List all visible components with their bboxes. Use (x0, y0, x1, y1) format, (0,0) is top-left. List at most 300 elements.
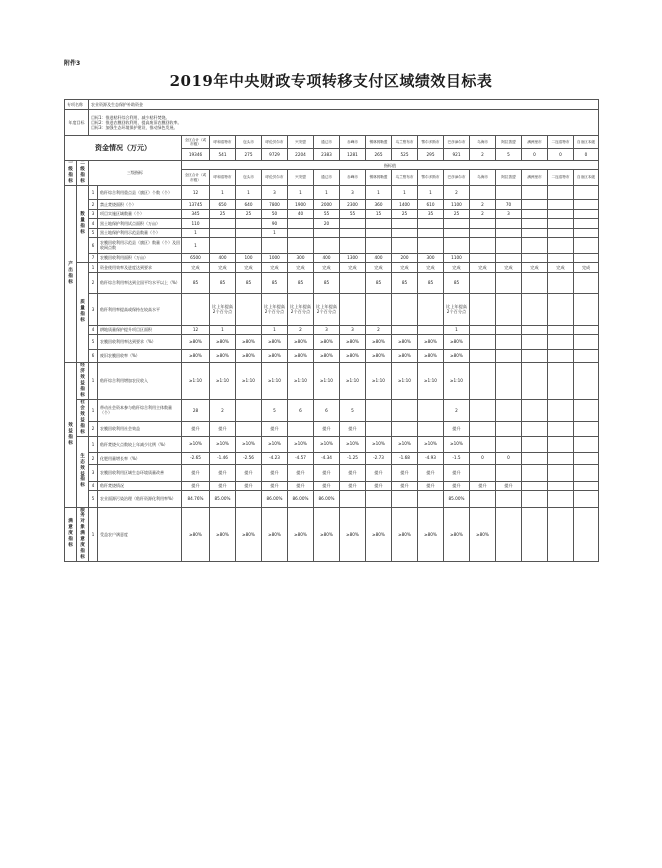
indicator-value: 3 (262, 185, 288, 199)
indicator-value: 400 (314, 253, 340, 262)
indicator-value: ≥1:10 (340, 362, 366, 399)
indicator-value: 提升 (444, 464, 470, 481)
indicator-value (470, 237, 496, 253)
indicator-value (392, 421, 418, 436)
indicator-value: 提升 (340, 464, 366, 481)
indicator-value: 2 (366, 325, 392, 334)
indicator-row (65, 262, 599, 272)
indicator-value (574, 228, 599, 237)
indicator-value: 3 (340, 325, 366, 334)
indicator-name: 资金使用效率及进度达到要求 (98, 262, 182, 272)
indicator-value (574, 185, 599, 199)
fund-region-header: 鄂尔多斯市 (418, 136, 444, 149)
indicator-value: 13745 (182, 199, 210, 209)
fund-region-header: 阿拉善盟 (496, 136, 522, 149)
indicator-name: 秸秆综合利用率达到全国平均水平以上（%） (98, 272, 182, 293)
fund-value: 0 (574, 149, 599, 161)
indicator-value: 2 (470, 199, 496, 209)
indicator-value: 85 (392, 272, 418, 293)
indicator-value: ≥10% (392, 436, 418, 452)
indicator-value (496, 185, 522, 199)
indicator-value (574, 218, 599, 228)
indicator-value: 1 (236, 185, 262, 199)
indicator-value: 1 (182, 237, 210, 253)
funds-label: 资金情况（万元） (65, 136, 182, 161)
indicator-value: 1 (262, 325, 288, 334)
indicator-value: ≥1:10 (288, 362, 314, 399)
indicator-value: 3 (496, 209, 522, 218)
indicator-value: ≥10% (182, 436, 210, 452)
fund-value: 541 (210, 149, 236, 161)
category-benefit: 效益指标 (65, 362, 77, 507)
indicator-value: 提升 (444, 481, 470, 490)
indicator-value: 提升 (340, 481, 366, 490)
indicator-row (65, 334, 599, 349)
indicator-value (522, 218, 548, 228)
indicator-value: ≥80% (236, 349, 262, 362)
indicator-value (236, 325, 262, 334)
indicator-value: 5 (262, 399, 288, 421)
indicator-value: 1000 (262, 253, 288, 262)
indicator-name: 秸秆利用率提高或保持在较高水平 (98, 293, 182, 325)
indicator-value: ≥80% (340, 507, 366, 562)
indicator-value: 比上年提高2个百分点 (444, 293, 470, 325)
indicator-value (548, 464, 574, 481)
indicator-value (392, 399, 418, 421)
indicator-value: 25 (210, 209, 236, 218)
indicator-value (496, 228, 522, 237)
goal-3: 目标3：加强生态环境保护建设，推动绿色发展。 (91, 125, 178, 130)
indicator-value (288, 228, 314, 237)
category-satisfaction: 满意度指标 (65, 507, 77, 562)
indicator-value (366, 218, 392, 228)
indicator-value (418, 399, 444, 421)
indicator-value (522, 325, 548, 334)
category-output: 产出指标 (65, 185, 77, 362)
indicator-value: ≥80% (444, 349, 470, 362)
indicator-value: 86.00% (262, 490, 288, 507)
indicator-value (470, 228, 496, 237)
index-region-header: 乌兰察布市 (392, 170, 418, 185)
indicator-value: 比上年提高2个百分点 (288, 293, 314, 325)
indicator-value: 86.00% (314, 490, 340, 507)
fund-value: 2204 (288, 149, 314, 161)
indicator-value (366, 293, 392, 325)
row-number: 4 (89, 218, 98, 228)
indicator-value: ≥10% (366, 436, 392, 452)
indicator-value (522, 362, 548, 399)
indicator-value (444, 228, 470, 237)
indicator-value: ≥10% (262, 436, 288, 452)
indicator-value: 25 (236, 209, 262, 218)
indicator-value (470, 464, 496, 481)
indicator-row (65, 490, 599, 507)
indicator-value: 2 (470, 209, 496, 218)
indicator-value: 0 (496, 452, 522, 464)
fund-value: 525 (392, 149, 418, 161)
indicator-value: 提升 (288, 481, 314, 490)
indicator-value: ≥80% (182, 334, 210, 349)
indicator-value (522, 481, 548, 490)
subcategory-quality: 质量指标 (77, 262, 89, 362)
fund-value: 2 (470, 149, 496, 161)
indicator-value (496, 507, 522, 562)
indicator-value: 35 (418, 209, 444, 218)
indicator-value: ≥10% (314, 436, 340, 452)
indicator-value (470, 325, 496, 334)
indicator-row (65, 237, 599, 253)
indicator-value (418, 325, 444, 334)
fund-value: 0 (548, 149, 574, 161)
indicator-value (548, 481, 574, 490)
indicator-value (418, 490, 444, 507)
indicator-name: 农业面源污染治理（秸秆资源化利用率%） (98, 490, 182, 507)
indicator-value: 提升 (470, 481, 496, 490)
index-region-header: 锡林郭勒盟 (366, 170, 392, 185)
indicator-value: ≥80% (210, 334, 236, 349)
indicator-value: 55 (314, 209, 340, 218)
indicator-name: 废旧农膜回收率（%） (98, 349, 182, 362)
indicator-value: -2.73 (366, 452, 392, 464)
indicator-value: 610 (418, 199, 444, 209)
indicator-value: 85 (288, 272, 314, 293)
row-number: 4 (89, 325, 98, 334)
indicator-value: 1 (392, 185, 418, 199)
indicator-value (444, 237, 470, 253)
row-number: 1 (89, 362, 98, 399)
indicator-value (522, 228, 548, 237)
indicator-value (522, 209, 548, 218)
annex-label: 附件3 (64, 60, 81, 67)
indicator-row (65, 293, 599, 325)
indicator-value: ≥80% (314, 349, 340, 362)
indicator-value (470, 349, 496, 362)
indicator-value: 110 (182, 218, 210, 228)
fund-region-header: 二连浩特市 (548, 136, 574, 149)
indicator-value: 完成 (548, 262, 574, 272)
indicator-value (496, 293, 522, 325)
fund-region-header: 呼和浩特市 (210, 136, 236, 149)
indicator-value (470, 293, 496, 325)
indicator-value: 提升 (314, 464, 340, 481)
indicator-value: 完成 (496, 262, 522, 272)
indicator-value: -1.25 (340, 452, 366, 464)
indicator-value (548, 228, 574, 237)
indicator-value: ≥80% (366, 507, 392, 562)
indicator-value: 2000 (314, 199, 340, 209)
indicator-name: 受益农户满意度 (98, 507, 182, 562)
indicator-value: 6500 (182, 253, 210, 262)
indicator-value (392, 228, 418, 237)
indicator-value: ≥80% (392, 507, 418, 562)
subcategory-ecological: 生态效益指标 (77, 436, 89, 507)
header-index-value: 指标值 (182, 161, 599, 170)
indicator-value: 提升 (288, 464, 314, 481)
indicator-value: 1 (418, 185, 444, 199)
indicator-value (548, 199, 574, 209)
indicator-value (548, 237, 574, 253)
indicator-value (548, 436, 574, 452)
indicator-value: 提升 (236, 464, 262, 481)
indicator-value: ≥1:10 (182, 362, 210, 399)
indicator-value: 1300 (340, 253, 366, 262)
indicator-value: ≥10% (236, 436, 262, 452)
indicator-value (340, 490, 366, 507)
indicator-row (65, 452, 599, 464)
indicator-value (340, 293, 366, 325)
row-number: 1 (89, 436, 98, 452)
indicator-value (236, 421, 262, 436)
indicator-value: 25 (444, 209, 470, 218)
indicator-value (182, 293, 210, 325)
indicator-value: ≥80% (210, 349, 236, 362)
indicator-value: 40 (288, 209, 314, 218)
indicator-value (470, 334, 496, 349)
row-number: 1 (89, 507, 98, 562)
index-region-header: 鄂尔多斯市 (418, 170, 444, 185)
indicator-value: 55 (340, 209, 366, 218)
indicator-value: 300 (418, 253, 444, 262)
indicator-value: 提升 (182, 481, 210, 490)
indicator-value (574, 362, 599, 399)
indicator-value (418, 421, 444, 436)
indicator-row (65, 253, 599, 262)
row-number: 3 (89, 293, 98, 325)
indicator-value: -1.46 (210, 452, 236, 464)
indicator-value (548, 452, 574, 464)
indicator-row (65, 464, 599, 481)
row-number: 7 (89, 253, 98, 262)
indicator-value: 84.76% (182, 490, 210, 507)
indicator-name: 秸秆综合利用增加农民收入 (98, 362, 182, 399)
indicator-value: 2300 (340, 199, 366, 209)
index-region-header: 兴安盟 (288, 170, 314, 185)
indicator-value: ≥80% (288, 507, 314, 562)
indicator-value (574, 293, 599, 325)
indicator-value (522, 490, 548, 507)
indicator-value (210, 228, 236, 237)
indicator-value: 12 (182, 325, 210, 334)
indicator-name: 农膜回收利用面积（万亩） (98, 253, 182, 262)
indicator-value: 提升 (418, 481, 444, 490)
indicator-value: 360 (366, 199, 392, 209)
indicator-value: 85 (314, 272, 340, 293)
indicator-value (522, 293, 548, 325)
row-number: 6 (89, 349, 98, 362)
indicator-value: 提升 (392, 464, 418, 481)
indicator-value: 完成 (522, 262, 548, 272)
index-region-header: 自治区本级 (574, 170, 599, 185)
indicator-value (548, 362, 574, 399)
indicator-value: -2.65 (182, 452, 210, 464)
indicator-value (496, 272, 522, 293)
indicator-value: -4.23 (262, 452, 288, 464)
indicator-value: 完成 (182, 262, 210, 272)
indicator-name: 带动社会资本参与秸秆综合利用主体数量（个） (98, 399, 182, 421)
indicator-value (574, 334, 599, 349)
indicator-value: 50 (262, 209, 288, 218)
indicator-value: ≥80% (236, 334, 262, 349)
indicator-value: 90 (262, 218, 288, 228)
indicator-value (470, 421, 496, 436)
fund-region-header: 锡林郭勒盟 (366, 136, 392, 149)
indicator-value: -1.68 (392, 452, 418, 464)
indicator-value (574, 507, 599, 562)
indicator-value (288, 421, 314, 436)
indicator-value: ≥10% (444, 436, 470, 452)
indicator-value: ≥80% (444, 334, 470, 349)
indicator-value (236, 237, 262, 253)
indicator-value: 85 (444, 272, 470, 293)
indicator-name: 项目实施区域数量（个） (98, 209, 182, 218)
indicator-value (574, 325, 599, 334)
indicator-value: ≥80% (418, 334, 444, 349)
indicator-value (470, 253, 496, 262)
row-number: 5 (89, 228, 98, 237)
indicator-value: 提升 (182, 421, 210, 436)
indicator-value: ≥80% (262, 349, 288, 362)
indicator-value (522, 272, 548, 293)
indicator-value (470, 362, 496, 399)
indicator-name: 农膜回收利用率达到要求（%） (98, 334, 182, 349)
subcategory-economic: 经济效益指标 (77, 362, 89, 399)
index-region-header: 通辽市 (314, 170, 340, 185)
indicator-value: 2 (210, 399, 236, 421)
indicator-value: 完成 (288, 262, 314, 272)
fund-region-header: 满洲里市 (522, 136, 548, 149)
indicator-value (496, 325, 522, 334)
indicator-value: 提升 (210, 481, 236, 490)
indicator-value (418, 228, 444, 237)
index-region-header: 乌海市 (470, 170, 496, 185)
indicator-value (548, 349, 574, 362)
indicator-value (236, 399, 262, 421)
indicator-value (470, 399, 496, 421)
indicator-row (65, 349, 599, 362)
indicator-value: 400 (366, 253, 392, 262)
indicator-value (548, 209, 574, 218)
indicator-value: 2 (288, 325, 314, 334)
header-level1: 一级指标 (65, 161, 77, 186)
indicator-value: 3 (340, 185, 366, 199)
indicator-value (392, 237, 418, 253)
indicator-value (574, 452, 599, 464)
indicator-value: 提升 (210, 421, 236, 436)
indicator-value: 1 (210, 325, 236, 334)
fund-region-header: 包头市 (236, 136, 262, 149)
indicator-value (574, 421, 599, 436)
fund-value: 9729 (262, 149, 288, 161)
indicator-value (392, 293, 418, 325)
indicator-value (366, 490, 392, 507)
indicator-value (522, 349, 548, 362)
row-number: 4 (89, 481, 98, 490)
indicator-value: 完成 (366, 262, 392, 272)
indicator-value: 完成 (418, 262, 444, 272)
indicator-value (262, 237, 288, 253)
indicator-value: 28 (182, 399, 210, 421)
indicator-row (65, 199, 599, 209)
performance-table (64, 99, 599, 562)
indicator-value: ≥1:10 (314, 362, 340, 399)
header-level3: 三级指标 (89, 161, 182, 186)
indicator-value (548, 399, 574, 421)
indicator-value (574, 349, 599, 362)
indicator-value (522, 399, 548, 421)
fund-region-header: 自治区本级 (574, 136, 599, 149)
indicator-value: 6 (314, 399, 340, 421)
indicator-value: ≥80% (392, 349, 418, 362)
indicator-row (65, 218, 599, 228)
indicator-value (522, 237, 548, 253)
indicator-value: 200 (392, 253, 418, 262)
indicator-value: 1 (366, 185, 392, 199)
indicator-value (210, 218, 236, 228)
indicator-value: 提升 (236, 481, 262, 490)
indicator-row (65, 325, 599, 334)
indicator-value (340, 272, 366, 293)
fund-value: 265 (366, 149, 392, 161)
indicator-name: 秸秆综合利用重点县（旗区）个数（个） (98, 185, 182, 199)
indicator-value (470, 218, 496, 228)
row-number: 2 (89, 421, 98, 436)
indicator-value (574, 272, 599, 293)
indicator-value (496, 464, 522, 481)
indicator-value (496, 421, 522, 436)
indicator-value (496, 490, 522, 507)
indicator-value: 提升 (496, 481, 522, 490)
indicator-value (548, 272, 574, 293)
indicator-value: 85.00% (444, 490, 470, 507)
indicator-value: ≥1:10 (444, 362, 470, 399)
indicator-value: ≥80% (288, 334, 314, 349)
indicator-value (522, 185, 548, 199)
fund-value: 2383 (314, 149, 340, 161)
indicator-value: ≥80% (262, 507, 288, 562)
indicator-value: 完成 (392, 262, 418, 272)
goal-1: 目标1：推进秸秆综合利用，减少秸秆焚烧。 (91, 115, 170, 120)
indicator-value: 6 (288, 399, 314, 421)
indicator-value: 7800 (262, 199, 288, 209)
indicator-value: ≥80% (366, 334, 392, 349)
indicator-value (366, 237, 392, 253)
indicator-value (496, 237, 522, 253)
indicator-value: 85 (236, 272, 262, 293)
indicator-value: 5 (340, 399, 366, 421)
indicator-value: 比上年提高2个百分点 (262, 293, 288, 325)
indicator-value: ≥80% (314, 334, 340, 349)
goal-2: 目标2：推进农膜回收利用，提高废旧农膜回收率。 (91, 120, 182, 125)
indicator-value: 400 (210, 253, 236, 262)
indicator-value: 100 (236, 253, 262, 262)
indicator-value (548, 507, 574, 562)
fund-value: 1281 (340, 149, 366, 161)
indicator-value: ≥80% (340, 334, 366, 349)
indicator-value (236, 218, 262, 228)
row-number: 6 (89, 237, 98, 253)
indicator-value: -4.93 (418, 452, 444, 464)
indicator-value (522, 452, 548, 464)
indicator-value (444, 218, 470, 228)
indicator-value: -4.57 (288, 452, 314, 464)
row-number: 1 (89, 185, 98, 199)
fund-value: 0 (522, 149, 548, 161)
indicator-value: 1 (262, 228, 288, 237)
indicator-value: ≥1:10 (236, 362, 262, 399)
indicator-value (548, 218, 574, 228)
indicator-value: 完成 (236, 262, 262, 272)
indicator-row (65, 399, 599, 421)
